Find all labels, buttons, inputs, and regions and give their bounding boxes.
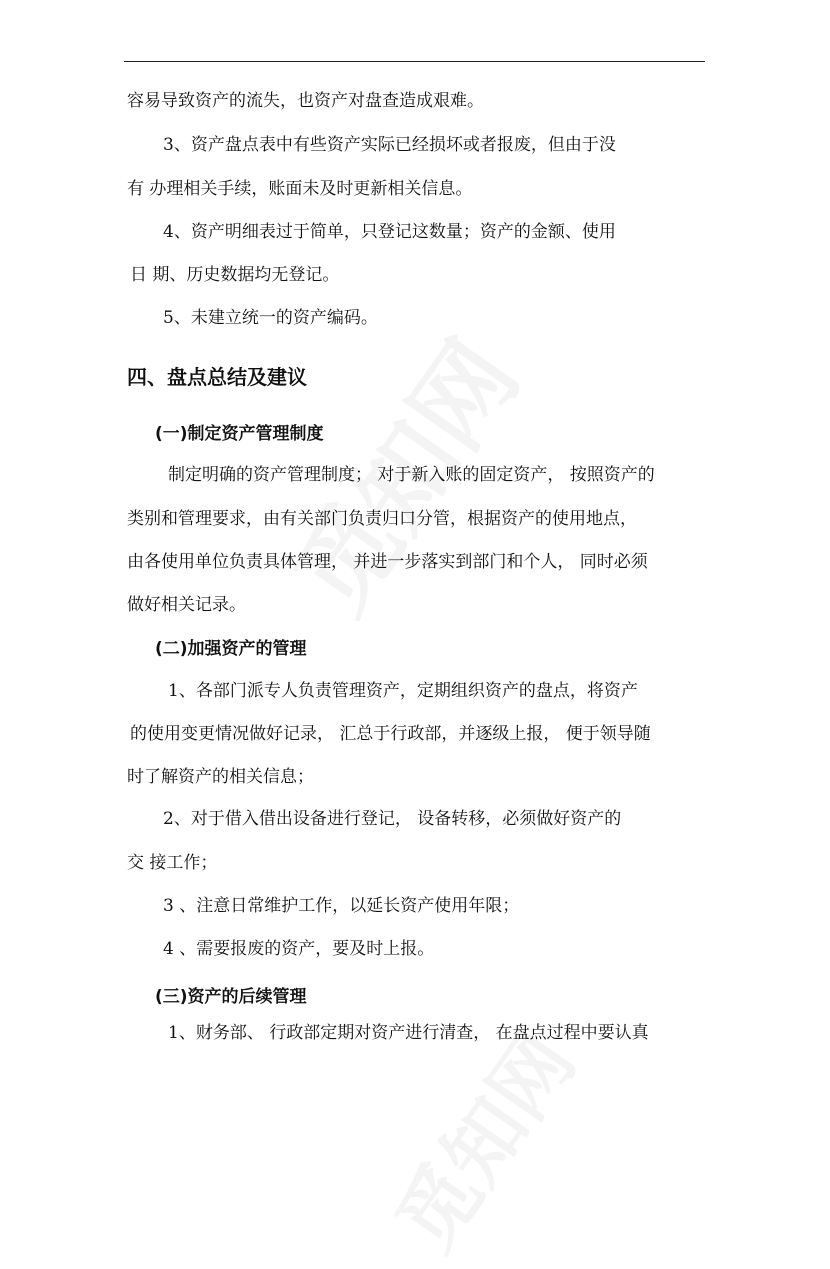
paragraph-line: 4、资产明细表过于简单，只登记这数量；资产的金额、使用 — [163, 222, 616, 242]
paragraph-line: 5、未建立统一的资产编码。 — [163, 308, 378, 328]
paragraph-line: 1、各部门派专人负责管理资产，定期组织资产的盘点，将资产 — [168, 681, 638, 701]
header-rule — [124, 61, 705, 62]
paragraph-line: 日 期、历史数据均无登记。 — [130, 265, 340, 285]
paragraph-line: 2、对于借入借出设备进行登记， 设备转移，必须做好资产的 — [163, 809, 622, 829]
paragraph-line: 类别和管理要求，由有关部门负责归口分管，根据资产的使用地点， — [127, 509, 637, 529]
paragraph-line: 交 接工作； — [127, 853, 218, 873]
subsection-heading: (二)加强资产的管理 — [155, 639, 307, 659]
paragraph-line: 做好相关记录。 — [127, 595, 246, 615]
subsection-heading: (一)制定资产管理制度 — [155, 424, 324, 444]
paragraph-line: 由各使用单位负责具体管理， 并进一步落实到部门和个人， 同时必须 — [127, 552, 648, 572]
watermark-bottom — [364, 1006, 596, 1269]
paragraph-line: 1、财务部、 行政部定期对资产进行清查， 在盘点过程中要认真 — [168, 1023, 649, 1043]
paragraph-line: 制定明确的资产管理制度； 对于新入账的固定资产， 按照资产的 — [168, 465, 655, 485]
paragraph-line: 容易导致资产的流失，也资产对盘查造成艰难。 — [127, 91, 484, 111]
paragraph-line: 3 、注意日常维护工作，以延长资产使用年限； — [163, 896, 520, 916]
paragraph-line: 时了解资产的相关信息； — [127, 767, 314, 787]
subsection-heading: (三)资产的后续管理 — [155, 987, 307, 1007]
paragraph-line: 3、资产盘点表中有些资产实际已经损坏或者报废，但由于没 — [163, 135, 616, 155]
paragraph-line: 的使用变更情况做好记录， 汇总于行政部，并逐级上报， 便于领导随 — [130, 724, 651, 744]
section-heading: 四、盘点总结及建议 — [127, 365, 307, 389]
paragraph-line: 4 、需要报废的资产，要及时上报。 — [163, 939, 435, 959]
paragraph-line: 有 办理相关手续，账面未及时更新相关信息。 — [127, 179, 473, 199]
